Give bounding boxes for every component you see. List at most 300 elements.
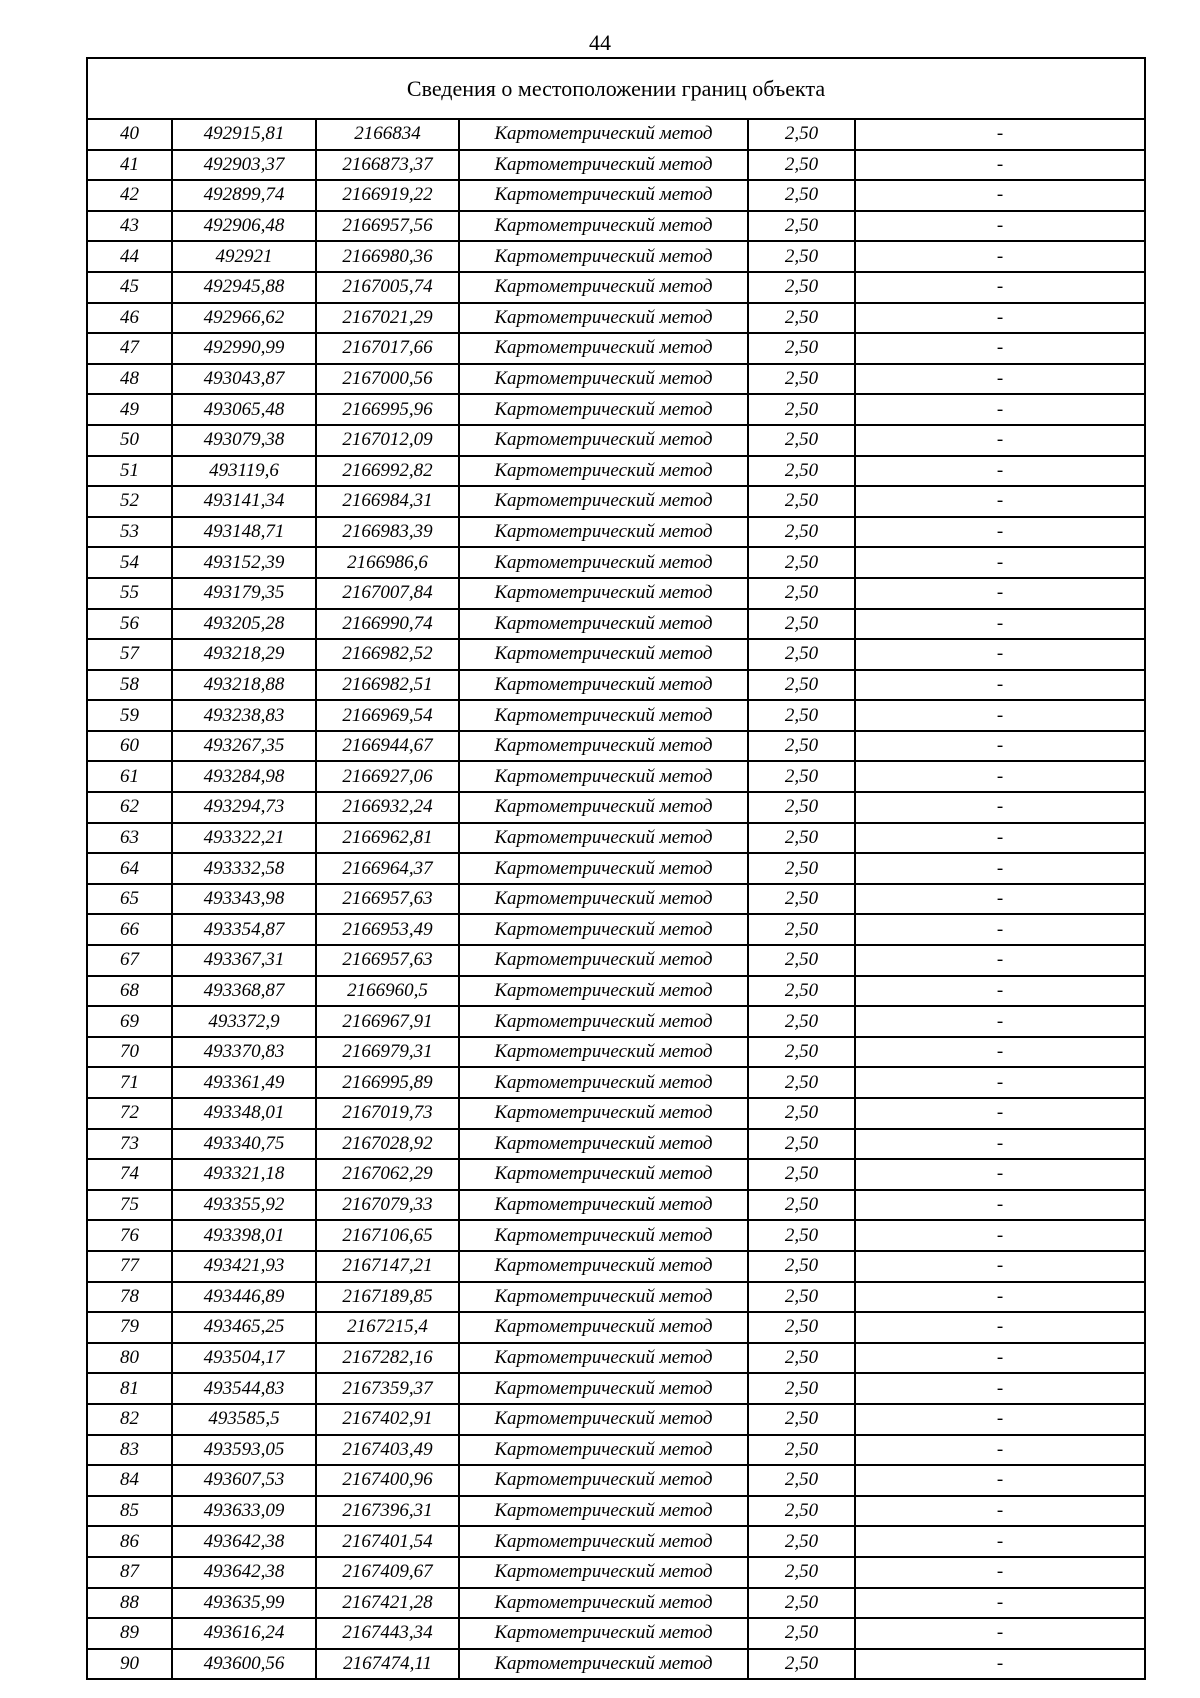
table-row [88,945,1144,976]
description-cell: - [855,241,1144,272]
description-cell: - [855,700,1144,731]
point-number-cell: 58 [88,670,172,701]
method-cell: Картометрический метод [459,180,748,211]
x-coordinate-cell: 493332,58 [172,853,316,884]
point-number-cell: 40 [88,120,172,150]
method-cell: Картометрический метод [459,1159,748,1190]
y-coordinate-cell: 2167474,11 [316,1649,459,1679]
y-coordinate-cell: 2167079,33 [316,1190,459,1221]
table-row [88,1343,1144,1374]
y-coordinate-cell: 2166995,96 [316,394,459,425]
table-row [88,517,1144,548]
x-coordinate-cell: 493355,92 [172,1190,316,1221]
table-row [88,1098,1144,1129]
y-coordinate-cell: 2166834 [316,120,459,150]
x-coordinate-cell: 493421,93 [172,1251,316,1282]
y-coordinate-cell: 2167359,37 [316,1373,459,1404]
accuracy-cell: 2,50 [748,761,855,792]
method-cell: Картометрический метод [459,1006,748,1037]
point-number-cell: 66 [88,914,172,945]
method-cell: Картометрический метод [459,639,748,670]
x-coordinate-cell: 493593,05 [172,1435,316,1466]
point-number-cell: 49 [88,394,172,425]
description-cell: - [855,1526,1144,1557]
y-coordinate-cell: 2167147,21 [316,1251,459,1282]
accuracy-cell: 2,50 [748,547,855,578]
y-coordinate-cell: 2166995,89 [316,1067,459,1098]
x-coordinate-cell: 493119,6 [172,456,316,487]
table-row [88,1159,1144,1190]
y-coordinate-cell: 2167028,92 [316,1129,459,1160]
description-cell: - [855,180,1144,211]
accuracy-cell: 2,50 [748,394,855,425]
description-cell: - [855,670,1144,701]
method-cell: Картометрический метод [459,1282,748,1313]
method-cell: Картометрический метод [459,823,748,854]
point-number-cell: 75 [88,1190,172,1221]
x-coordinate-cell: 492915,81 [172,120,316,150]
table-row [88,639,1144,670]
description-cell: - [855,792,1144,823]
method-cell: Картометрический метод [459,1251,748,1282]
accuracy-cell: 2,50 [748,792,855,823]
table-row [88,1588,1144,1619]
x-coordinate-cell: 492921 [172,241,316,272]
x-coordinate-cell: 493361,49 [172,1067,316,1098]
y-coordinate-cell: 2166982,51 [316,670,459,701]
point-number-cell: 57 [88,639,172,670]
y-coordinate-cell: 2166919,22 [316,180,459,211]
description-cell: - [855,394,1144,425]
accuracy-cell: 2,50 [748,1190,855,1221]
accuracy-cell: 2,50 [748,945,855,976]
y-coordinate-cell: 2167401,54 [316,1526,459,1557]
table-row [88,1435,1144,1466]
table-row [88,1312,1144,1343]
description-cell: - [855,761,1144,792]
x-coordinate-cell: 493294,73 [172,792,316,823]
point-number-cell: 46 [88,303,172,334]
accuracy-cell: 2,50 [748,272,855,303]
x-coordinate-cell: 493367,31 [172,945,316,976]
description-cell: - [855,1435,1144,1466]
table-row [88,120,1144,150]
x-coordinate-cell: 492906,48 [172,211,316,242]
description-cell: - [855,1159,1144,1190]
table-row [88,1557,1144,1588]
method-cell: Картометрический метод [459,456,748,487]
table-row [88,456,1144,487]
description-cell: - [855,425,1144,456]
method-cell: Картометрический метод [459,1465,748,1496]
method-cell: Картометрический метод [459,364,748,395]
accuracy-cell: 2,50 [748,150,855,181]
point-number-cell: 83 [88,1435,172,1466]
accuracy-cell: 2,50 [748,1098,855,1129]
x-coordinate-cell: 493600,56 [172,1649,316,1679]
description-cell: - [855,120,1144,150]
x-coordinate-cell: 493218,88 [172,670,316,701]
description-cell: - [855,211,1144,242]
point-number-cell: 74 [88,1159,172,1190]
table-row [88,1496,1144,1527]
y-coordinate-cell: 2167062,29 [316,1159,459,1190]
x-coordinate-cell: 492990,99 [172,333,316,364]
method-cell: Картометрический метод [459,1557,748,1588]
table-row [88,823,1144,854]
accuracy-cell: 2,50 [748,670,855,701]
x-coordinate-cell: 493284,98 [172,761,316,792]
method-cell: Картометрический метод [459,1618,748,1649]
description-cell: - [855,1251,1144,1282]
accuracy-cell: 2,50 [748,1588,855,1619]
table-row [88,1282,1144,1313]
point-number-cell: 45 [88,272,172,303]
y-coordinate-cell: 2166986,6 [316,547,459,578]
x-coordinate-cell: 493179,35 [172,578,316,609]
accuracy-cell: 2,50 [748,578,855,609]
y-coordinate-cell: 2167012,09 [316,425,459,456]
method-cell: Картометрический метод [459,120,748,150]
point-number-cell: 61 [88,761,172,792]
method-cell: Картометрический метод [459,333,748,364]
x-coordinate-cell: 493218,29 [172,639,316,670]
description-cell: - [855,1006,1144,1037]
x-coordinate-cell: 493343,98 [172,884,316,915]
accuracy-cell: 2,50 [748,456,855,487]
x-coordinate-cell: 493348,01 [172,1098,316,1129]
method-cell: Картометрический метод [459,394,748,425]
accuracy-cell: 2,50 [748,1251,855,1282]
table-row [88,1465,1144,1496]
y-coordinate-cell: 2167421,28 [316,1588,459,1619]
accuracy-cell: 2,50 [748,1435,855,1466]
table-row [88,1404,1144,1435]
accuracy-cell: 2,50 [748,1312,855,1343]
method-cell: Картометрический метод [459,1373,748,1404]
y-coordinate-cell: 2166964,37 [316,853,459,884]
x-coordinate-cell: 493607,53 [172,1465,316,1496]
table-row [88,976,1144,1007]
point-number-cell: 80 [88,1343,172,1374]
accuracy-cell: 2,50 [748,1373,855,1404]
x-coordinate-cell: 493370,83 [172,1037,316,1068]
x-coordinate-cell: 493065,48 [172,394,316,425]
accuracy-cell: 2,50 [748,1618,855,1649]
table-row [88,578,1144,609]
method-cell: Картометрический метод [459,211,748,242]
method-cell: Картометрический метод [459,945,748,976]
point-number-cell: 89 [88,1618,172,1649]
y-coordinate-cell: 2167400,96 [316,1465,459,1496]
method-cell: Картометрический метод [459,976,748,1007]
table-row [88,486,1144,517]
y-coordinate-cell: 2166953,49 [316,914,459,945]
point-number-cell: 90 [88,1649,172,1679]
method-cell: Картометрический метод [459,1649,748,1679]
description-cell: - [855,150,1144,181]
y-coordinate-cell: 2167189,85 [316,1282,459,1313]
description-cell: - [855,1067,1144,1098]
y-coordinate-cell: 2166962,81 [316,823,459,854]
method-cell: Картометрический метод [459,1404,748,1435]
accuracy-cell: 2,50 [748,1006,855,1037]
method-cell: Картометрический метод [459,241,748,272]
x-coordinate-cell: 493616,24 [172,1618,316,1649]
description-cell: - [855,1343,1144,1374]
table-row [88,1373,1144,1404]
y-coordinate-cell: 2166944,67 [316,731,459,762]
accuracy-cell: 2,50 [748,1220,855,1251]
y-coordinate-cell: 2166992,82 [316,456,459,487]
table-row [88,1526,1144,1557]
x-coordinate-cell: 493465,25 [172,1312,316,1343]
description-cell: - [855,1312,1144,1343]
table-row [88,211,1144,242]
description-cell: - [855,1496,1144,1527]
x-coordinate-cell: 493585,5 [172,1404,316,1435]
description-cell: - [855,272,1144,303]
table-row [88,609,1144,640]
accuracy-cell: 2,50 [748,823,855,854]
method-cell: Картометрический метод [459,914,748,945]
y-coordinate-cell: 2166957,63 [316,884,459,915]
table-row [88,1251,1144,1282]
y-coordinate-cell: 2166873,37 [316,150,459,181]
table-row [88,914,1144,945]
point-number-cell: 77 [88,1251,172,1282]
point-number-cell: 59 [88,700,172,731]
method-cell: Картометрический метод [459,792,748,823]
point-number-cell: 52 [88,486,172,517]
table-row [88,792,1144,823]
point-number-cell: 65 [88,884,172,915]
description-cell: - [855,1098,1144,1129]
x-coordinate-cell: 492945,88 [172,272,316,303]
method-cell: Картометрический метод [459,609,748,640]
point-number-cell: 43 [88,211,172,242]
y-coordinate-cell: 2167402,91 [316,1404,459,1435]
point-number-cell: 53 [88,517,172,548]
accuracy-cell: 2,50 [748,1465,855,1496]
y-coordinate-cell: 2166990,74 [316,609,459,640]
accuracy-cell: 2,50 [748,1343,855,1374]
y-coordinate-cell: 2167396,31 [316,1496,459,1527]
y-coordinate-cell: 2166984,31 [316,486,459,517]
y-coordinate-cell: 2166983,39 [316,517,459,548]
point-number-cell: 55 [88,578,172,609]
point-number-cell: 79 [88,1312,172,1343]
y-coordinate-cell: 2167000,56 [316,364,459,395]
description-cell: - [855,1190,1144,1221]
accuracy-cell: 2,50 [748,1496,855,1527]
y-coordinate-cell: 2166967,91 [316,1006,459,1037]
description-cell: - [855,364,1144,395]
accuracy-cell: 2,50 [748,1037,855,1068]
description-cell: - [855,976,1144,1007]
x-coordinate-cell: 493633,09 [172,1496,316,1527]
y-coordinate-cell: 2166957,56 [316,211,459,242]
point-number-cell: 64 [88,853,172,884]
point-number-cell: 88 [88,1588,172,1619]
point-number-cell: 87 [88,1557,172,1588]
y-coordinate-cell: 2167282,16 [316,1343,459,1374]
x-coordinate-cell: 493238,83 [172,700,316,731]
point-number-cell: 71 [88,1067,172,1098]
table-row [88,1006,1144,1037]
description-cell: - [855,823,1144,854]
description-cell: - [855,1557,1144,1588]
table-row [88,150,1144,181]
description-cell: - [855,945,1144,976]
x-coordinate-cell: 493372,9 [172,1006,316,1037]
table-row [88,1618,1144,1649]
method-cell: Картометрический метод [459,1435,748,1466]
x-coordinate-cell: 493079,38 [172,425,316,456]
accuracy-cell: 2,50 [748,120,855,150]
accuracy-cell: 2,50 [748,517,855,548]
x-coordinate-cell: 493148,71 [172,517,316,548]
table-row [88,547,1144,578]
point-number-cell: 78 [88,1282,172,1313]
table-row [88,180,1144,211]
method-cell: Картометрический метод [459,272,748,303]
description-cell: - [855,609,1144,640]
accuracy-cell: 2,50 [748,1404,855,1435]
x-coordinate-cell: 493642,38 [172,1557,316,1588]
point-number-cell: 51 [88,456,172,487]
description-cell: - [855,1129,1144,1160]
table-row [88,731,1144,762]
point-number-cell: 48 [88,364,172,395]
x-coordinate-cell: 492903,37 [172,150,316,181]
accuracy-cell: 2,50 [748,1067,855,1098]
y-coordinate-cell: 2167106,65 [316,1220,459,1251]
accuracy-cell: 2,50 [748,609,855,640]
method-cell: Картометрический метод [459,303,748,334]
y-coordinate-cell: 2166980,36 [316,241,459,272]
method-cell: Картометрический метод [459,884,748,915]
point-number-cell: 82 [88,1404,172,1435]
accuracy-cell: 2,50 [748,211,855,242]
description-cell: - [855,303,1144,334]
point-number-cell: 54 [88,547,172,578]
method-cell: Картометрический метод [459,578,748,609]
x-coordinate-cell: 493504,17 [172,1343,316,1374]
description-cell: - [996,1652,1004,1674]
y-coordinate-cell: 2167409,67 [316,1557,459,1588]
method-cell: Картометрический метод [459,1220,748,1251]
method-cell: Картометрический метод [459,700,748,731]
table-row [88,364,1144,395]
table-row [88,333,1144,364]
x-coordinate-cell: 493635,99 [172,1588,316,1619]
y-coordinate-cell: 2167007,84 [316,578,459,609]
point-number-cell: 85 [88,1496,172,1527]
description-cell: - [855,1588,1144,1619]
accuracy-cell: 2,50 [748,731,855,762]
description-cell: - [855,1465,1144,1496]
description-cell: - [855,547,1144,578]
method-cell: Картометрический метод [459,517,748,548]
accuracy-cell: 2,50 [748,853,855,884]
point-number-cell: 76 [88,1220,172,1251]
description-cell: - [855,639,1144,670]
method-cell: Картометрический метод [459,761,748,792]
y-coordinate-cell: 2167019,73 [316,1098,459,1129]
point-number-cell: 70 [88,1037,172,1068]
y-coordinate-cell: 2166932,24 [316,792,459,823]
accuracy-cell: 2,50 [748,1557,855,1588]
table-row [88,1037,1144,1068]
table-row [88,241,1144,272]
coordinates-table [88,120,1144,1678]
description-cell: - [855,853,1144,884]
method-cell: Картометрический метод [459,1037,748,1068]
point-number-cell: 81 [88,1373,172,1404]
y-coordinate-cell: 2167005,74 [316,272,459,303]
table-row [88,1067,1144,1098]
description-cell: - [855,1404,1144,1435]
boundary-table-sheet [86,57,1146,1680]
y-coordinate-cell: 2167403,49 [316,1435,459,1466]
y-coordinate-cell: 2167443,34 [316,1618,459,1649]
point-number-cell: 73 [88,1129,172,1160]
description-cell: - [855,1037,1144,1068]
method-cell: Картометрический метод [459,150,748,181]
accuracy-cell: 2,50 [748,364,855,395]
accuracy-cell: 2,50 [748,1649,855,1679]
y-coordinate-cell: 2166969,54 [316,700,459,731]
x-coordinate-cell: 493340,75 [172,1129,316,1160]
point-number-cell: 47 [88,333,172,364]
table-row [88,1220,1144,1251]
point-number-cell: 68 [88,976,172,1007]
table-row [88,425,1144,456]
table-row [88,700,1144,731]
x-coordinate-cell: 492899,74 [172,180,316,211]
table-row [88,884,1144,915]
point-number-cell: 41 [88,150,172,181]
table-row [88,394,1144,425]
accuracy-cell: 2,50 [748,241,855,272]
point-number-cell: 67 [88,945,172,976]
coordinates-table-body [88,120,1144,1678]
accuracy-cell: 2,50 [748,700,855,731]
description-cell: - [855,456,1144,487]
x-coordinate-cell: 493544,83 [172,1373,316,1404]
accuracy-cell: 2,50 [748,639,855,670]
point-number-cell: 44 [88,241,172,272]
y-coordinate-cell: 2166960,5 [316,976,459,1007]
accuracy-cell: 2,50 [748,884,855,915]
description-cell: - [855,1618,1144,1649]
accuracy-cell: 2,50 [748,333,855,364]
x-coordinate-cell: 492966,62 [172,303,316,334]
description-cell: - [855,517,1144,548]
accuracy-cell: 2,50 [748,1526,855,1557]
description-cell: - [855,1282,1144,1313]
y-coordinate-cell: 2166982,52 [316,639,459,670]
description-cell: - [855,884,1144,915]
table-row [88,1129,1144,1160]
y-coordinate-cell: 2167215,4 [316,1312,459,1343]
x-coordinate-cell: 493321,18 [172,1159,316,1190]
point-number-cell: 56 [88,609,172,640]
accuracy-cell: 2,50 [748,425,855,456]
description-cell: - [855,1220,1144,1251]
accuracy-cell: 2,50 [748,976,855,1007]
